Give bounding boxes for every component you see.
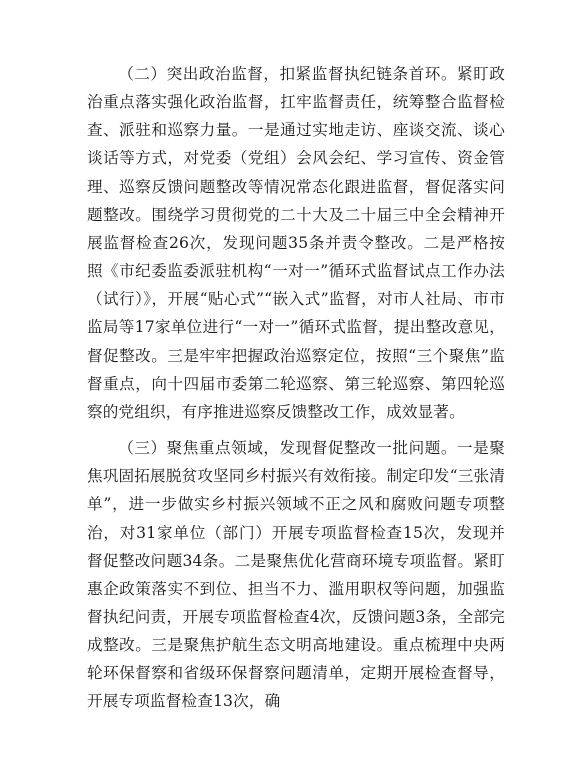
document-body <box>87 60 505 716</box>
paragraph-key-areas: （三）聚焦重点领域，发现督促整改一批问题。一是聚焦巩固拓展脱贫攻坚同乡村振兴有效衔接。制定印发“三张清单”，进一步做实乡村振兴领域不正之风和腐败问题专项整治，对31家单位（部门）开展专项监督检查15次，发现并督促整改问题34条。二是聚焦优化营商环境专项监督。紧盯惠企政策落实不到位、担当不力、滥用职权等问题，加强监督执纪问责，开展专项监督检查4次，反馈问题3条，全部完成整改。三是聚焦护航生态文明高地建设。重点梳理中央两轮环保督察和省级环保督察问题清单，定期开展检查督导，开展专项监督检查13次，确 <box>87 439 505 711</box>
paragraph-political-supervision: （二）突出政治监督，扣紧监督执纪链条首环。紧盯政治重点落实强化政治监督，扛牢监督责任，统筹整合监督检查、派驻和巡察力量。一是通过实地走访、座谈交流、谈心谈话等方式，对党委（党组）会风会纪、学习宣传、资金管理、巡察反馈问题整改等情况常态化跟进监督，督促落实问题整改。围绕学习贯彻党的二十大及二十届三中全会精神开展监督检查26次，发现问题35条并责令整改。二是严格按照《市纪委监委派驻机构“一对一”循环式监督试点工作办法（试行）》，开展“贴心式”“嵌入式”监督，对市人社局、市市监局等17家单位进行“一对一”循环式监督，提出整改意见，督促整改。三是牢牢把握政治巡察定位，按照“三个聚焦”监督重点，向十四届市委第二轮巡察、第三轮巡察、第四轮巡察的党组织，有序推进巡察反馈整改工作，成效显著。 <box>87 65 505 421</box>
